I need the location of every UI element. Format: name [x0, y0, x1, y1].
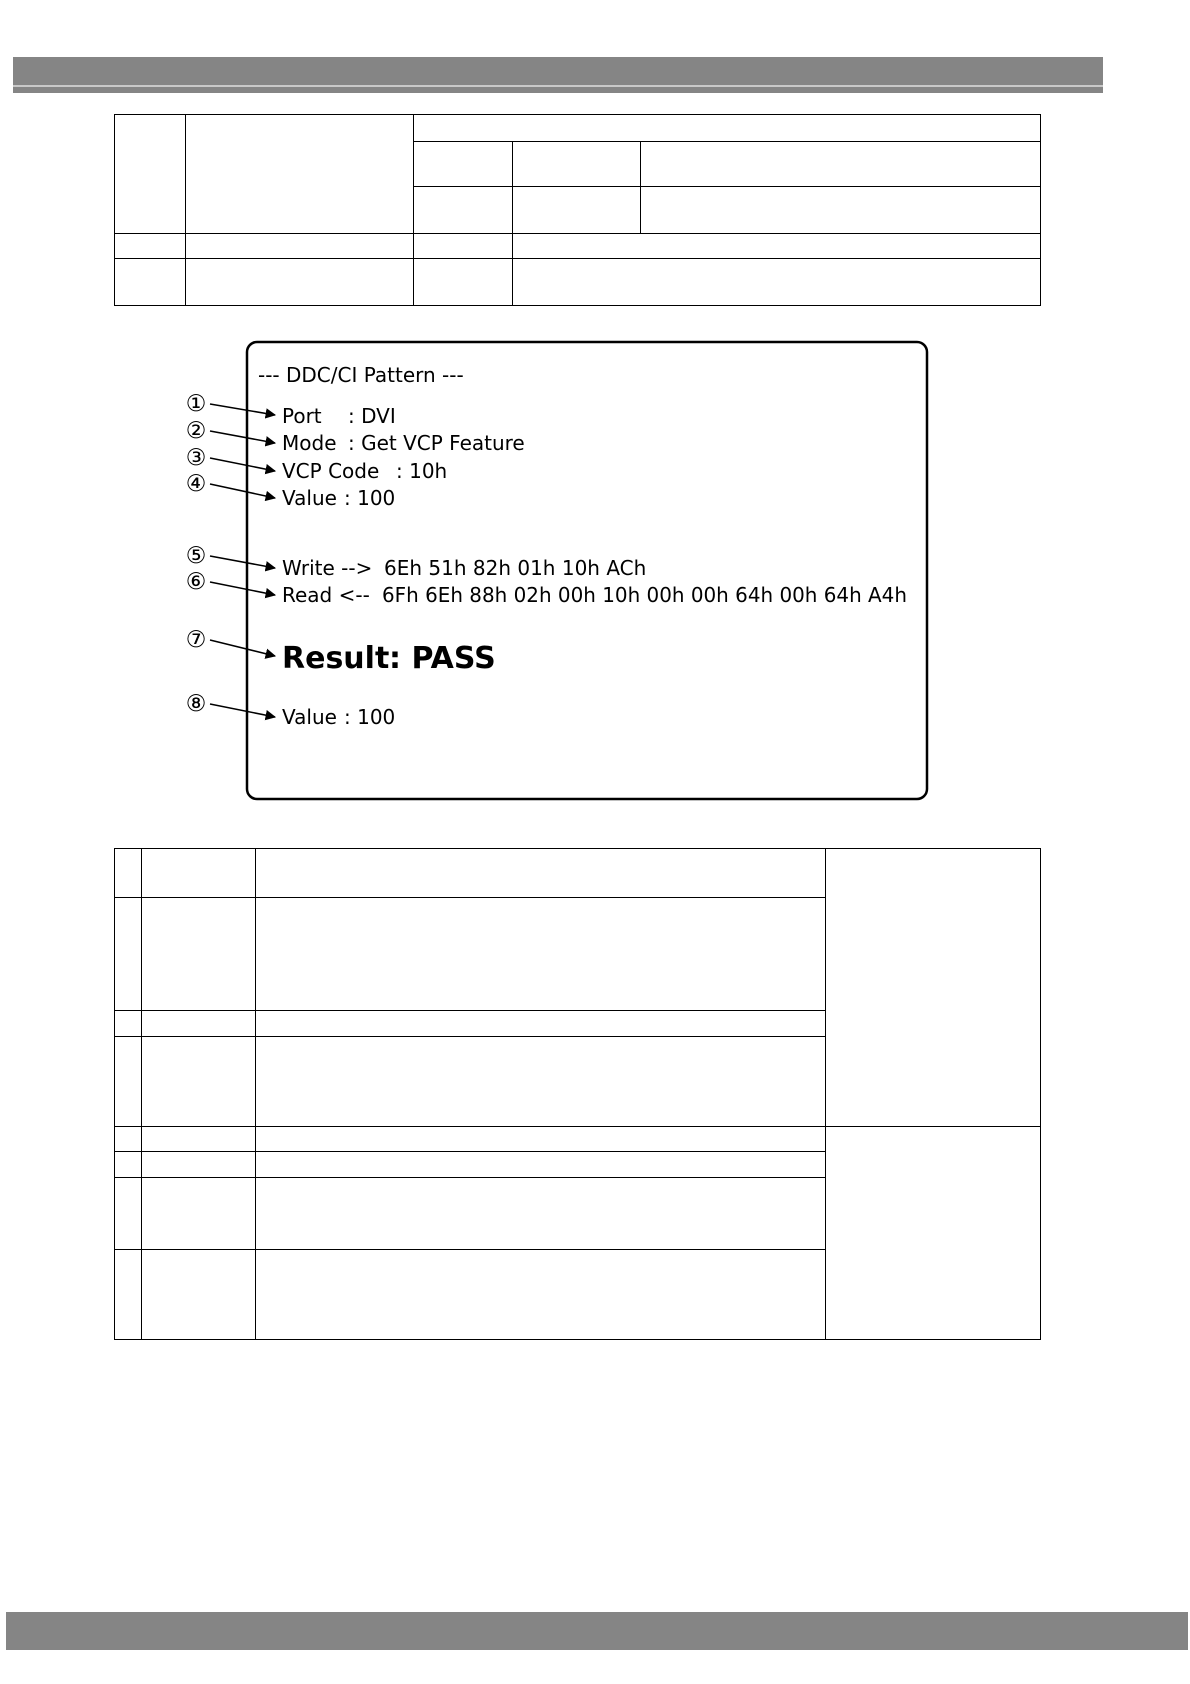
screen-title: --- DDC/CI Pattern --- — [258, 363, 464, 387]
table-cell — [186, 259, 414, 306]
result-label: Result — [282, 641, 390, 676]
table-cell — [142, 1152, 256, 1178]
table-cell — [256, 1037, 826, 1127]
table-cell — [142, 1037, 256, 1127]
table-cell — [142, 1250, 256, 1340]
table-cell — [513, 259, 1041, 306]
vcp-code-label: VCP Code — [282, 459, 380, 483]
table-cell — [513, 234, 1041, 259]
table-cell — [115, 898, 142, 1011]
description-table — [114, 848, 1041, 1340]
table-cell — [115, 234, 186, 259]
table-cell — [142, 1011, 256, 1037]
marker-5: ⑤ — [185, 543, 207, 569]
marker-1: ① — [185, 391, 207, 417]
table-cell — [115, 259, 186, 306]
table-cell — [256, 1152, 826, 1178]
marker-8: ⑧ — [185, 691, 207, 717]
table-cell — [142, 898, 256, 1011]
table-cell — [115, 1250, 142, 1340]
header-bar — [13, 57, 1103, 93]
table-cell — [115, 1127, 142, 1152]
read-label: Read <-- — [282, 583, 370, 607]
mode-label: Mode — [282, 431, 337, 455]
table-cell — [115, 1011, 142, 1037]
table-cell — [641, 187, 1041, 234]
port-label: Port — [282, 404, 322, 428]
marker-6: ⑥ — [185, 569, 207, 595]
table-cell — [115, 115, 186, 234]
table-cell — [142, 1127, 256, 1152]
table-cell — [142, 849, 256, 898]
footer-bar — [6, 1612, 1188, 1650]
table-cell — [826, 1127, 1041, 1340]
value-label: Value — [282, 486, 337, 510]
table-cell — [513, 187, 641, 234]
table-cell — [256, 1250, 826, 1340]
table-cell — [256, 898, 826, 1011]
mode-value: : Get VCP Feature — [348, 431, 525, 455]
marker-4: ④ — [185, 471, 207, 497]
table-cell — [256, 1011, 826, 1037]
settings-table — [114, 114, 1041, 306]
result-value: : PASS — [389, 641, 496, 676]
table-cell — [142, 1178, 256, 1250]
marker-3: ③ — [185, 445, 207, 471]
table-cell — [186, 115, 414, 234]
table-cell — [826, 849, 1041, 1127]
read-bytes: 6Fh 6Eh 88h 02h 00h 10h 00h 00h 64h 00h 64h A4h — [382, 583, 907, 607]
table-cell — [414, 259, 513, 306]
table-cell — [414, 234, 513, 259]
marker-7: ⑦ — [185, 627, 207, 653]
table-cell — [256, 1178, 826, 1250]
header-bar-highlight — [13, 85, 1103, 87]
final-value-label: Value — [282, 705, 337, 729]
table-cell — [115, 849, 142, 898]
table-cell — [115, 1178, 142, 1250]
final-value-value: : 100 — [344, 705, 396, 729]
table-cell — [115, 1037, 142, 1127]
table-cell — [115, 1152, 142, 1178]
table-cell — [256, 1127, 826, 1152]
table-cell — [513, 142, 641, 187]
table-cell — [256, 849, 826, 898]
table-cell — [186, 234, 414, 259]
table-cell — [641, 142, 1041, 187]
table-cell — [414, 187, 513, 234]
port-value: : DVI — [348, 404, 396, 428]
marker-2: ② — [185, 418, 207, 444]
table-cell — [414, 142, 513, 187]
vcp-code-value: : 10h — [396, 459, 448, 483]
write-label: Write --> — [282, 556, 373, 580]
write-bytes: 6Eh 51h 82h 01h 10h ACh — [384, 556, 647, 580]
table-cell — [414, 115, 1041, 142]
ddc-ci-screen-diagram — [0, 330, 1190, 810]
value-value: : 100 — [344, 486, 396, 510]
